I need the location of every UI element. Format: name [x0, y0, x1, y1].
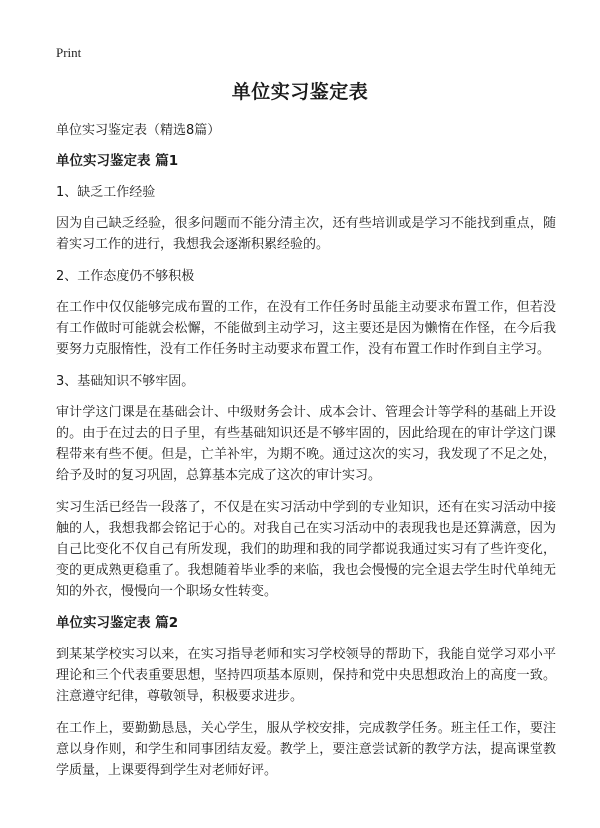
list-item: 2、工作态度仍不够积极: [56, 269, 195, 284]
section-heading: 单位实习鉴定表 篇1: [56, 153, 179, 169]
paragraph: 实习生活已经告一段落了，不仅是在实习活动中学到的专业知识，还有在实习活动中接触的人，我想我都会铭记于心的。对我自己在实习活动中的表现我也是还算满意，因为自己比变化不仅自己有所发现，我们的助理和我的同学都说我通过实习有了些许变化，变的更成熟更稳重了。我想随着毕业季的来临，我也会慢慢的完全退去学生时代单纯无知的外衣，慢慢向一个职场女性转变。: [56, 500, 556, 599]
document-subtitle: 单位实习鉴定表（精选8篇）: [56, 123, 221, 138]
page-title: 单位实习鉴定表: [231, 81, 369, 103]
paragraph: 审计学这门课是在基础会计、中级财务会计、成本会计、管理会计等学科的基础上开设的。由于在过去的日子里，有些基础知识还是不够牢固的，因此给现在的审计学这门课程带来有些不便。但是，亡羊补牢，为期不晚。通过这次的实习，我发现了不足之处，给予及时的复习巩固，总算基本完成了这次的审计实习。: [56, 405, 556, 483]
section-heading: 单位实习鉴定表 篇2: [56, 615, 179, 631]
list-item: 3、基础知识不够牢固。: [56, 374, 195, 389]
section-1: [56, 151, 556, 602]
paragraph: 在工作上，要勤勤恳恳，关心学生，服从学校安排，完成教学任务。班主任工作，要注意以身作则，和学生和同事团结友爱。教学上，要注意尝试新的教学方法，提高课堂教学质量，上课要得到学生对老师好评。: [56, 721, 556, 778]
document-body: [56, 120, 556, 792]
section-2: [56, 613, 556, 781]
print-link[interactable]: Print: [56, 45, 82, 60]
list-item: 1、缺乏工作经验: [56, 185, 156, 200]
paragraph: 到某某学校实习以来，在实习指导老师和实习学校领导的帮助下，我能自觉学习邓小平理论和三个代表重要思想，坚持四项基本原则，保持和党中央思想政治上的高度一致。注意遵守纪律，尊敬领导，积极要求进步。: [56, 647, 556, 704]
paragraph: 因为自己缺乏经验，很多问题而不能分清主次，还有些培训或是学习不能找到重点，随着实习工作的进行，我想我会逐渐积累经验的。: [56, 216, 556, 252]
paragraph: 在工作中仅仅能够完成布置的工作，在没有工作任务时虽能主动要求布置工作，但若没有工作做时可能就会松懈，不能做到主动学习，这主要还是因为懒惰在作怪，在今后我要努力克服惰性，没有工作任务时主动要求布置工作，没有布置工作时作到自主学习。: [56, 300, 556, 357]
